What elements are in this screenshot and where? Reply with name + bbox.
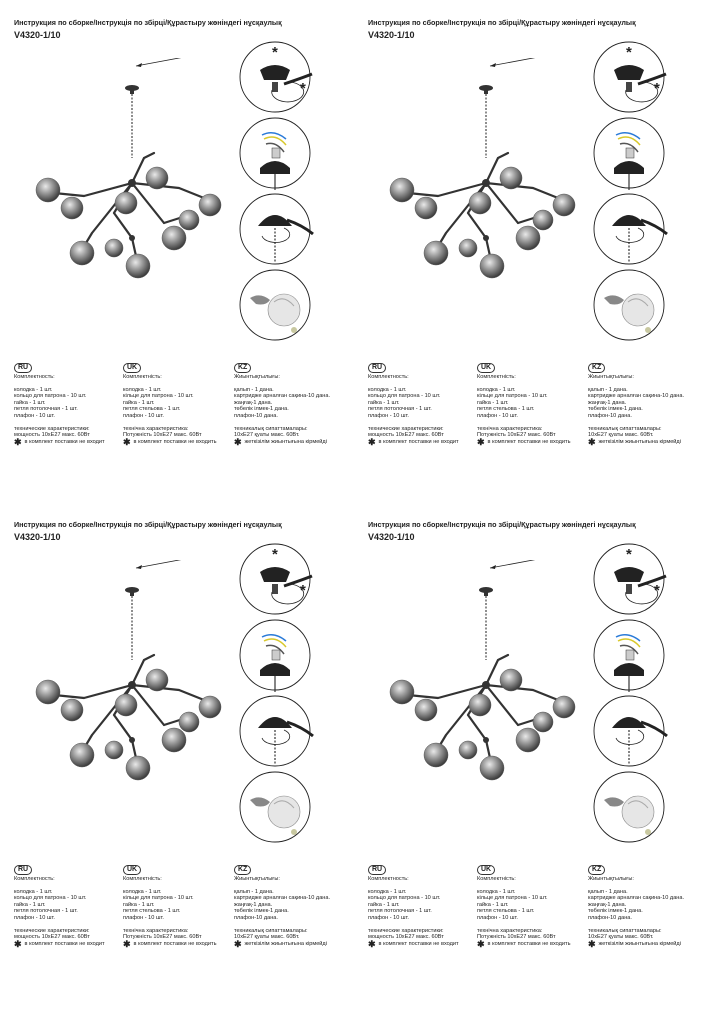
kit-item: петля потолочная - 1 шт. xyxy=(368,406,432,413)
not-included-note xyxy=(123,941,241,948)
specs-label: технические характеристики: xyxy=(368,425,444,432)
chandelier-illustration xyxy=(368,560,593,800)
language-badge: RU xyxy=(368,363,386,373)
kit-item: петля стельова - 1 шт. xyxy=(123,908,181,915)
language-column-kz xyxy=(588,363,706,448)
kit-item: кільце для патрона - 10 шт. xyxy=(123,895,194,902)
callout-star-1: * xyxy=(626,44,632,61)
kit-list xyxy=(14,889,132,922)
kit-item: картридже арналған сақина-10 дана. xyxy=(588,895,685,902)
kit-label: Комплектность: xyxy=(14,876,55,882)
star-icon: ✱ xyxy=(368,939,376,950)
language-column-uk xyxy=(477,363,596,448)
not-included-note xyxy=(368,439,486,446)
kit-list xyxy=(588,889,706,922)
star-icon: ✱ xyxy=(477,437,485,448)
kit-item: плафон-10 дана. xyxy=(234,914,278,921)
kit-list xyxy=(123,889,241,922)
note-text: в комплект поставки не входит xyxy=(24,438,105,445)
specs-label: технічна характеристика: xyxy=(477,927,543,934)
star-icon: ✱ xyxy=(368,437,376,448)
instruction-sheet-2 xyxy=(368,18,707,508)
kit-list xyxy=(234,889,352,922)
kit-item: жаңғақ-1 дана. xyxy=(234,399,273,406)
star-icon: ✱ xyxy=(234,939,242,950)
kit-item: қалып - 1 дана. xyxy=(234,888,274,895)
language-column-ru xyxy=(368,865,486,950)
specs-value: мощность 10xE27 макс. 60Вт xyxy=(14,432,90,439)
model-number: V4320-1/10 xyxy=(368,532,415,542)
not-included-note xyxy=(123,439,241,446)
specs-label: технічна характеристика: xyxy=(123,927,189,934)
language-badge: RU xyxy=(368,865,386,875)
kit-label: Жиынтықтылығы: xyxy=(234,374,280,380)
kit-item: колодка - 1 шт. xyxy=(368,888,407,895)
language-badge: UK xyxy=(477,363,495,373)
specifications xyxy=(14,865,359,965)
model-number: V4320-1/10 xyxy=(14,532,61,542)
kit-item: гайка - 1 шт. xyxy=(477,399,509,406)
kit-item: гайка - 1 шт. xyxy=(14,399,46,406)
language-column-kz xyxy=(234,363,352,448)
kit-item: гайка - 1 шт. xyxy=(477,901,509,908)
kit-item: кольцо для патрона - 10 шт. xyxy=(14,895,87,902)
kit-item: петля потолочная - 1 шт. xyxy=(368,908,432,915)
star-icon: ✱ xyxy=(14,437,22,448)
instruction-sheet-4 xyxy=(368,520,707,1010)
kit-item: төбелік ілмек-1 дана. xyxy=(588,406,643,413)
title: Инструкция по сборке/Інструкція по збірці/Құрастыру жөніндегі нұсқаулық xyxy=(14,18,282,27)
specs-label: технические характеристики: xyxy=(14,927,90,934)
specifications xyxy=(368,363,707,463)
kit-item: гайка - 1 шт. xyxy=(123,399,155,406)
kit-list xyxy=(368,889,486,922)
note-text: в комплект поставки не входить xyxy=(487,438,571,445)
kit-list xyxy=(368,387,486,420)
star-icon: ✱ xyxy=(14,939,22,950)
specs-label: технічна характеристика: xyxy=(123,425,189,432)
kit-item: гайка - 1 шт. xyxy=(368,399,400,406)
title: Инструкция по сборке/Інструкція по збірці/Құрастыру жөніндегі нұсқаулық xyxy=(368,520,636,529)
specs-value: мощность 10xE27 макс. 60Вт xyxy=(368,934,444,941)
kit-item: плафон - 10 шт. xyxy=(368,412,409,419)
kit-item: петля стельова - 1 шт. xyxy=(477,908,535,915)
kit-label: Комплектність: xyxy=(123,876,162,882)
note-text: жеткізілім жиынтығына кірмейді xyxy=(598,438,681,445)
specs-value: Потужність 10xE27 макс. 60Вт xyxy=(477,934,556,941)
kit-label: Жиынтықтылығы: xyxy=(234,876,280,882)
specs-value: Потужність 10xE27 макс. 60Вт xyxy=(477,432,556,439)
model-number: V4320-1/10 xyxy=(368,30,415,40)
chandelier-illustration xyxy=(368,58,593,298)
language-badge: KZ xyxy=(234,363,251,373)
star-icon: ✱ xyxy=(588,437,596,448)
kit-item: жаңғақ-1 дана. xyxy=(234,901,273,908)
not-included-note xyxy=(588,941,706,948)
specs-label: техникалық сипаттамалары: xyxy=(588,425,662,432)
callout-star-1: * xyxy=(272,546,278,563)
kit-item: колодка - 1 шт. xyxy=(14,386,53,393)
note-text: жеткізілім жиынтығына кірмейді xyxy=(244,940,327,947)
kit-label: Комплектность: xyxy=(368,374,409,380)
language-badge: RU xyxy=(14,363,32,373)
kit-item: плафон - 10 шт. xyxy=(123,914,164,921)
specs-value: 10xE27 қуаты макс. 60Вт. xyxy=(588,432,654,439)
kit-label: Жиынтықтылығы: xyxy=(588,374,634,380)
note-text: в комплект поставки не входит xyxy=(24,940,105,947)
language-badge: UK xyxy=(123,865,141,875)
kit-label: Комплектність: xyxy=(477,876,516,882)
language-badge: UK xyxy=(123,363,141,373)
kit-item: кільце для патрона - 10 шт. xyxy=(123,393,194,400)
specs-label: технические характеристики: xyxy=(368,927,444,934)
note-text: в комплект поставки не входить xyxy=(133,940,217,947)
kit-item: колодка - 1 шт. xyxy=(123,888,162,895)
note-text: в комплект поставки не входит xyxy=(378,940,459,947)
not-included-note xyxy=(234,439,352,446)
kit-item: колодка - 1 шт. xyxy=(123,386,162,393)
callout-star-2: * xyxy=(300,80,306,97)
kit-list xyxy=(123,387,241,420)
specs-label: технічна характеристика: xyxy=(477,425,543,432)
callout-star-1: * xyxy=(272,44,278,61)
kit-item: гайка - 1 шт. xyxy=(368,901,400,908)
specs-label: техникалық сипаттамалары: xyxy=(234,425,308,432)
kit-item: кольцо для патрона - 10 шт. xyxy=(14,393,87,400)
kit-item: кольцо для патрона - 10 шт. xyxy=(368,393,441,400)
language-column-kz xyxy=(588,865,706,950)
kit-item: кільце для патрона - 10 шт. xyxy=(477,393,548,400)
not-included-note xyxy=(14,439,132,446)
title: Инструкция по сборке/Інструкція по збірці/Құрастыру жөніндегі нұсқаулық xyxy=(368,18,636,27)
not-included-note xyxy=(14,941,132,948)
kit-item: қалып - 1 дана. xyxy=(588,888,628,895)
kit-label: Комплектность: xyxy=(14,374,55,380)
kit-item: қалып - 1 дана. xyxy=(588,386,628,393)
kit-item: петля потолочная - 1 шт. xyxy=(14,908,78,915)
language-column-uk xyxy=(123,363,242,448)
callout-star-1: * xyxy=(626,546,632,563)
specifications xyxy=(368,865,707,965)
kit-item: қалып - 1 дана. xyxy=(234,386,274,393)
language-badge: KZ xyxy=(234,865,251,875)
kit-item: плафон - 10 шт. xyxy=(14,412,55,419)
kit-item: плафон-10 дана. xyxy=(588,412,632,419)
callout-star-2: * xyxy=(300,582,306,599)
kit-item: петля стельова - 1 шт. xyxy=(477,406,535,413)
language-column-uk xyxy=(123,865,242,950)
kit-item: жаңғақ-1 дана. xyxy=(588,399,627,406)
kit-label: Комплектность: xyxy=(368,876,409,882)
kit-item: картридже арналған сақина-10 дана. xyxy=(234,393,331,400)
kit-item: плафон - 10 шт. xyxy=(14,914,55,921)
specs-label: технические характеристики: xyxy=(14,425,90,432)
language-column-ru xyxy=(14,363,132,448)
star-icon: ✱ xyxy=(588,939,596,950)
language-column-ru xyxy=(368,363,486,448)
kit-list xyxy=(477,387,595,420)
kit-item: картридже арналған сақина-10 дана. xyxy=(588,393,685,400)
kit-item: плафон - 10 шт. xyxy=(123,412,164,419)
not-included-note xyxy=(234,941,352,948)
instruction-sheet-1 xyxy=(14,18,354,508)
kit-item: гайка - 1 шт. xyxy=(123,901,155,908)
note-text: в комплект поставки не входить xyxy=(133,438,217,445)
kit-list xyxy=(477,889,595,922)
language-column-uk xyxy=(477,865,596,950)
specs-value: 10xE27 қуаты макс. 60Вт. xyxy=(234,432,300,439)
kit-label: Комплектність: xyxy=(477,374,516,380)
specifications xyxy=(14,363,359,463)
title: Инструкция по сборке/Інструкція по збірці/Құрастыру жөніндегі нұсқаулық xyxy=(14,520,282,529)
not-included-note xyxy=(588,439,706,446)
specs-value: мощность 10xE27 макс. 60Вт xyxy=(14,934,90,941)
kit-item: петля стельова - 1 шт. xyxy=(123,406,181,413)
note-text: жеткізілім жиынтығына кірмейді xyxy=(598,940,681,947)
kit-item: кольцо для патрона - 10 шт. xyxy=(368,895,441,902)
chandelier-illustration xyxy=(14,560,239,800)
kit-label: Комплектність: xyxy=(123,374,162,380)
not-included-note xyxy=(477,439,595,446)
language-column-kz xyxy=(234,865,352,950)
callout-star-2: * xyxy=(654,582,660,599)
kit-item: жаңғақ-1 дана. xyxy=(588,901,627,908)
kit-item: төбелік ілмек-1 дана. xyxy=(234,908,289,915)
note-text: жеткізілім жиынтығына кірмейді xyxy=(244,438,327,445)
language-badge: KZ xyxy=(588,363,605,373)
star-icon: ✱ xyxy=(123,939,131,950)
not-included-note xyxy=(477,941,595,948)
kit-item: картридже арналған сақина-10 дана. xyxy=(234,895,331,902)
callout-star-2: * xyxy=(654,80,660,97)
kit-item: колодка - 1 шт. xyxy=(477,888,516,895)
language-column-ru xyxy=(14,865,132,950)
kit-label: Жиынтықтылығы: xyxy=(588,876,634,882)
kit-item: плафон-10 дана. xyxy=(234,412,278,419)
star-icon: ✱ xyxy=(234,437,242,448)
kit-list xyxy=(14,387,132,420)
kit-item: гайка - 1 шт. xyxy=(14,901,46,908)
specs-value: мощность 10xE27 макс. 60Вт xyxy=(368,432,444,439)
not-included-note xyxy=(368,941,486,948)
kit-item: плафон - 10 шт. xyxy=(368,914,409,921)
specs-value: Потужність 10xE27 макс. 60Вт xyxy=(123,934,202,941)
kit-item: петля потолочная - 1 шт. xyxy=(14,406,78,413)
specs-value: Потужність 10xE27 макс. 60Вт xyxy=(123,432,202,439)
specs-value: 10xE27 қуаты макс. 60Вт. xyxy=(234,934,300,941)
language-badge: KZ xyxy=(588,865,605,875)
specs-label: техникалық сипаттамалары: xyxy=(588,927,662,934)
chandelier-illustration xyxy=(14,58,239,298)
kit-item: плафон - 10 шт. xyxy=(477,914,518,921)
instruction-sheet-3 xyxy=(14,520,354,1010)
model-number: V4320-1/10 xyxy=(14,30,61,40)
kit-list xyxy=(234,387,352,420)
kit-item: плафон-10 дана. xyxy=(588,914,632,921)
kit-item: кільце для патрона - 10 шт. xyxy=(477,895,548,902)
specs-value: 10xE27 қуаты макс. 60Вт. xyxy=(588,934,654,941)
kit-item: колодка - 1 шт. xyxy=(14,888,53,895)
kit-item: колодка - 1 шт. xyxy=(368,386,407,393)
kit-item: төбелік ілмек-1 дана. xyxy=(588,908,643,915)
kit-list xyxy=(588,387,706,420)
kit-item: плафон - 10 шт. xyxy=(477,412,518,419)
language-badge: RU xyxy=(14,865,32,875)
kit-item: төбелік ілмек-1 дана. xyxy=(234,406,289,413)
star-icon: ✱ xyxy=(477,939,485,950)
specs-label: техникалық сипаттамалары: xyxy=(234,927,308,934)
kit-item: колодка - 1 шт. xyxy=(477,386,516,393)
note-text: в комплект поставки не входить xyxy=(487,940,571,947)
star-icon: ✱ xyxy=(123,437,131,448)
note-text: в комплект поставки не входит xyxy=(378,438,459,445)
language-badge: UK xyxy=(477,865,495,875)
